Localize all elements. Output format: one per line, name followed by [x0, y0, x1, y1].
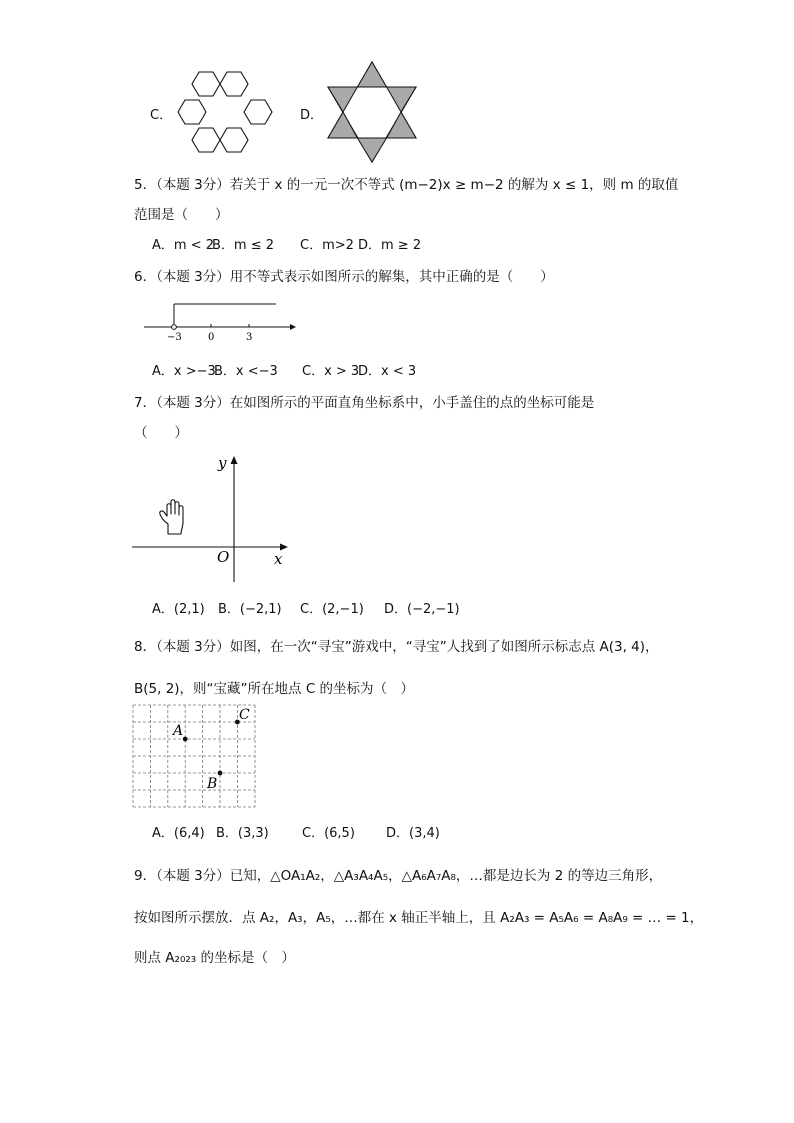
hexagon	[244, 100, 272, 124]
hexagon-ring-figure	[176, 70, 274, 158]
hexagon	[178, 100, 206, 124]
q8-option-a: A．(6,4)	[152, 826, 205, 841]
coordinate-plane-figure	[128, 452, 296, 588]
q9-stem-line1: 9．（本题 3分）已知，△OA₁A₂，△A₃A₄A₅，△A₆A₇A₈，…都是边长为 2 的等边三角形，	[134, 868, 663, 884]
q7-stem-line1: 7．（本题 3分）在如图所示的平面直角坐标系中，小手盖住的点的坐标可能是	[134, 395, 595, 411]
q7-option-b: B．(−2,1)	[218, 602, 282, 617]
number-line-arrow	[290, 324, 296, 330]
q6-option-d: D．x < 3	[358, 364, 417, 379]
origin-label: O	[217, 548, 230, 566]
q7-option-d: D．(−2,−1)	[384, 602, 460, 617]
q8-stem-line1: 8．（本题 3分）如图，在一次“寻宝”游戏中，“寻宝”人找到了如图所示标志点 A(3, 4)，	[134, 639, 659, 655]
six-point-star-figure	[326, 60, 418, 164]
hexagon	[192, 72, 220, 96]
tick-label: 0	[208, 332, 215, 343]
hollow-endpoint	[172, 325, 177, 330]
q6-option-a: A．x >−3	[152, 364, 216, 379]
q4-option-c-label: C．	[150, 108, 173, 123]
q5-stem-line2: 范围是（ ）	[134, 207, 229, 223]
q5-option-b: B．m ≤ 2	[212, 238, 275, 253]
y-axis-label: y	[218, 454, 227, 472]
q7-option-c: C．(2,−1)	[300, 602, 364, 617]
hexagon	[220, 72, 248, 96]
q5-option-d: D．m ≥ 2	[358, 238, 422, 253]
q7-stem-line2: （ ）	[134, 425, 188, 441]
q7-option-a: A．(2,1)	[152, 602, 205, 617]
hexagon	[220, 128, 248, 152]
star-tip	[357, 62, 386, 87]
point-b-label: B	[207, 776, 218, 792]
q9-stem-line3: 则点 A₂₀₂₃ 的坐标是（ ）	[134, 950, 295, 966]
point-b-dot	[218, 771, 223, 776]
number-line-figure	[140, 296, 300, 346]
q8-option-c: C．(6,5)	[302, 826, 355, 841]
point-c-label: C	[239, 707, 250, 723]
hand-icon	[160, 500, 183, 534]
q9-stem-line2: 按如图所示摆放．点 A₂，A₃，A₅，…都在 x 轴正半轴上，且 A₂A₃ = A₅A₆ = A₈A₉ = … = 1，	[134, 910, 704, 926]
q8-stem-line2: B(5, 2)，则“宝藏”所在地点 C 的坐标为（ ）	[134, 681, 415, 697]
treasure-grid-figure	[131, 703, 259, 811]
q6-option-c: C．x > 3	[302, 364, 360, 379]
hexagon	[192, 128, 220, 152]
x-axis-label: x	[274, 550, 283, 568]
tick-label: 3	[246, 332, 253, 343]
point-a-dot	[183, 737, 188, 742]
q8-option-d: D．(3,4)	[386, 826, 440, 841]
q6-stem-line1: 6．（本题 3分）用不等式表示如图所示的解集，其中正确的是（ ）	[134, 269, 554, 285]
q6-option-b: B．x <−3	[214, 364, 278, 379]
y-axis-arrow	[231, 456, 238, 464]
q5-option-a: A．m < 2	[152, 238, 214, 253]
tick-label: −3	[167, 332, 182, 343]
q5-option-c: C．m>2	[300, 238, 354, 253]
q4-option-d-label: D．	[300, 108, 324, 123]
q8-option-b: B．(3,3)	[216, 826, 269, 841]
point-a-label: A	[173, 723, 184, 739]
q5-stem-line1: 5．（本题 3分）若关于 x 的一元一次不等式 (m−2)x ≥ m−2 的解为 x ≤ 1，则 m 的取值	[134, 177, 679, 193]
star-tip	[357, 138, 386, 162]
